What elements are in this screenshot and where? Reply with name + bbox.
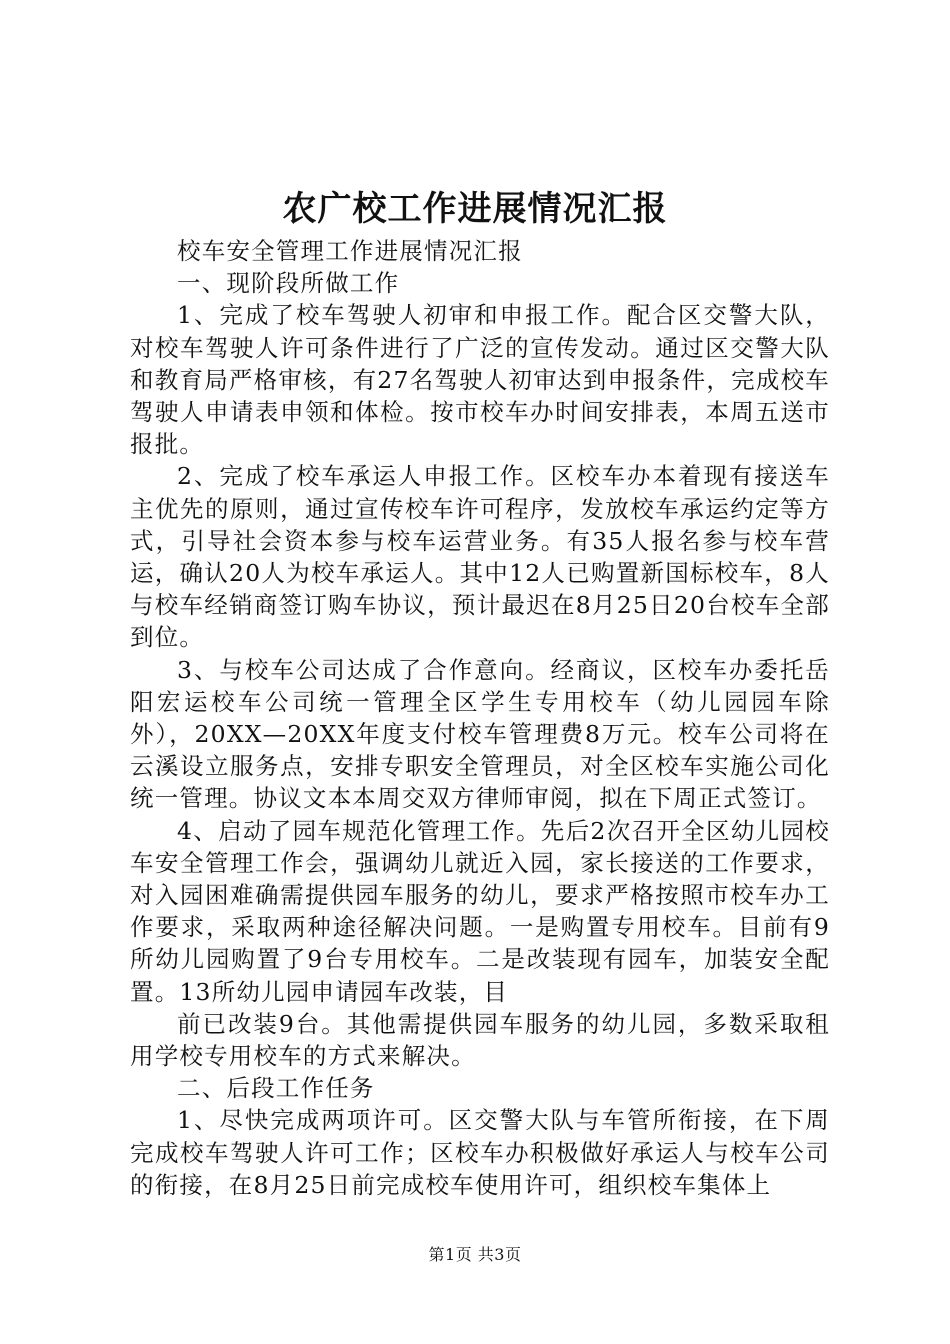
- paragraph-subtitle: 校车安全管理工作进展情况汇报: [177, 237, 523, 265]
- paragraph-item-1: 1、完成了校车驾驶人初审和申报工作。配合区交警大队，对校车驾驶人许可条件进行了广泛的宣传发动。通过区交警大队和教育局严格审核，有27名驾驶人初审达到申报条件，完成校车驾驶人申请表申领和体检。按市校车办时间安排表，本周五送市报批。: [130, 301, 830, 459]
- paragraph-section-heading-2: 二、后段工作任务: [177, 1074, 375, 1103]
- paragraph-section-heading-1: 一、现阶段所做工作: [177, 269, 400, 298]
- paragraph-item-4: 4、启动了园车规范化管理工作。先后2次召开全区幼儿园校车安全管理工作会，强调幼儿就近入园，家长接送的工作要求，对入园困难确需提供园车服务的幼儿，要求严格按照市校车办工作要求，采取两种途径解决问题。一是购置专用校车。目前有9所幼儿园购置了9台专用校车。二是改装现有园车，加装安全配置。13所幼儿园申请园车改装，目: [130, 816, 830, 1006]
- paragraph-task-1: 1、尽快完成两项许可。区交警大队与车管所衔接，在下周完成校车驾驶人许可工作；区校车办积极做好承运人与校车公司的衔接，在8月25日前完成校车使用许可，组织校车集体上: [130, 1106, 830, 1199]
- paragraph-item-4-continued: 前已改装9台。其他需提供园车服务的幼儿园，多数采取租用学校专用校车的方式来解决。: [130, 1009, 830, 1071]
- page-footer: 第1页 共3页: [428, 1245, 522, 1264]
- document-title: 农广校工作进展情况汇报: [282, 189, 668, 229]
- paragraph-item-3: 3、与校车公司达成了合作意向。经商议，区校车办委托岳阳宏运校车公司统一管理全区学生专用校车（幼儿园园车除外），20XX—20XX年度支付校车管理费8万元。校车公司将在云溪设立服务点，安排专职安全管理员，对全区校车实施公司化统一管理。协议文本本周交双方律师审阅，拟在下周正式签订。: [130, 655, 830, 813]
- paragraph-item-2: 2、完成了校车承运人申报工作。区校车办本着现有接送车主优先的原则，通过宣传校车许可程序，发放校车承运约定等方式，引导社会资本参与校车运营业务。有35人报名参与校车营运，确认20人为校车承运人。其中12人已购置新国标校车，8人与校车经销商签订购车协议，预计最迟在8月25日20台校车全部到位。: [130, 462, 830, 652]
- document-body: [130, 235, 830, 1201]
